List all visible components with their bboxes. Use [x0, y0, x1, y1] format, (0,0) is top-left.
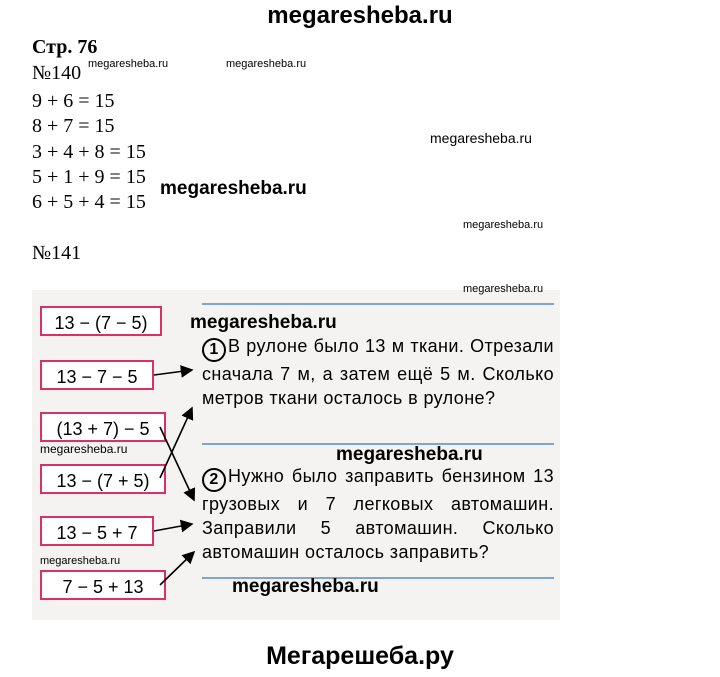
watermark: megaresheba.ru	[336, 444, 483, 465]
problem-141-label: №141	[32, 242, 82, 264]
footer-site-name[interactable]: Мегарешеба.ру	[266, 642, 454, 670]
watermark: megaresheba.ru	[190, 312, 337, 333]
task-2-text: Нужно было заправить бензином 13 грузовых и 7 легковых автомашин. Заправили 5 автомашин. Сколько автомашин осталось заправить?	[202, 466, 554, 562]
watermark: megaresheba.ru	[226, 58, 307, 70]
equation-2: 8 + 7 = 15	[32, 115, 115, 137]
expression-box-2: 13 − 7 − 5	[40, 360, 154, 390]
watermark: megaresheba.ru	[232, 576, 379, 597]
expression-box-3: (13 + 7) − 5	[40, 412, 166, 442]
arrow-6-to-task-2	[160, 552, 194, 585]
task-1-number: 1	[202, 338, 226, 362]
expression-box-6: 7 − 5 + 13	[40, 570, 166, 600]
equation-3: 3 + 4 + 8 = 15	[32, 141, 146, 163]
watermark: megaresheba.ru	[40, 442, 128, 456]
page-label: Стр. 76	[32, 36, 98, 58]
watermark: megaresheba.ru	[160, 178, 307, 199]
task-2-number: 2	[202, 468, 226, 492]
task-1-text: В рулоне было 13 м ткани. Отрезали сначала 7 м, а затем ещё 5 м. Сколько метров ткани осталось в рулоне?	[202, 336, 554, 408]
equation-4: 5 + 1 + 9 = 15	[32, 166, 146, 188]
watermark: megaresheba.ru	[463, 219, 544, 231]
watermark: megaresheba.ru	[88, 58, 169, 70]
arrow-2-to-task-1	[154, 370, 192, 375]
watermark: megaresheba.ru	[463, 283, 544, 295]
problem-140-label: №140	[32, 62, 82, 84]
site-header[interactable]: megaresheba.ru	[267, 2, 453, 29]
expression-box-1: 13 − (7 − 5)	[40, 306, 162, 336]
arrow-5-to-task-2	[154, 524, 192, 531]
watermark: megaresheba.ru	[40, 555, 121, 567]
watermark: megaresheba.ru	[430, 130, 532, 146]
expression-box-4: 13 − (7 + 5)	[40, 464, 166, 494]
arrow-3-to-task-2	[160, 427, 194, 500]
equation-1: 9 + 6 = 15	[32, 90, 115, 112]
expression-box-5: 13 − 5 + 7	[40, 516, 154, 546]
equation-5: 6 + 5 + 4 = 15	[32, 191, 146, 213]
arrow-4-to-task-1	[160, 408, 192, 478]
